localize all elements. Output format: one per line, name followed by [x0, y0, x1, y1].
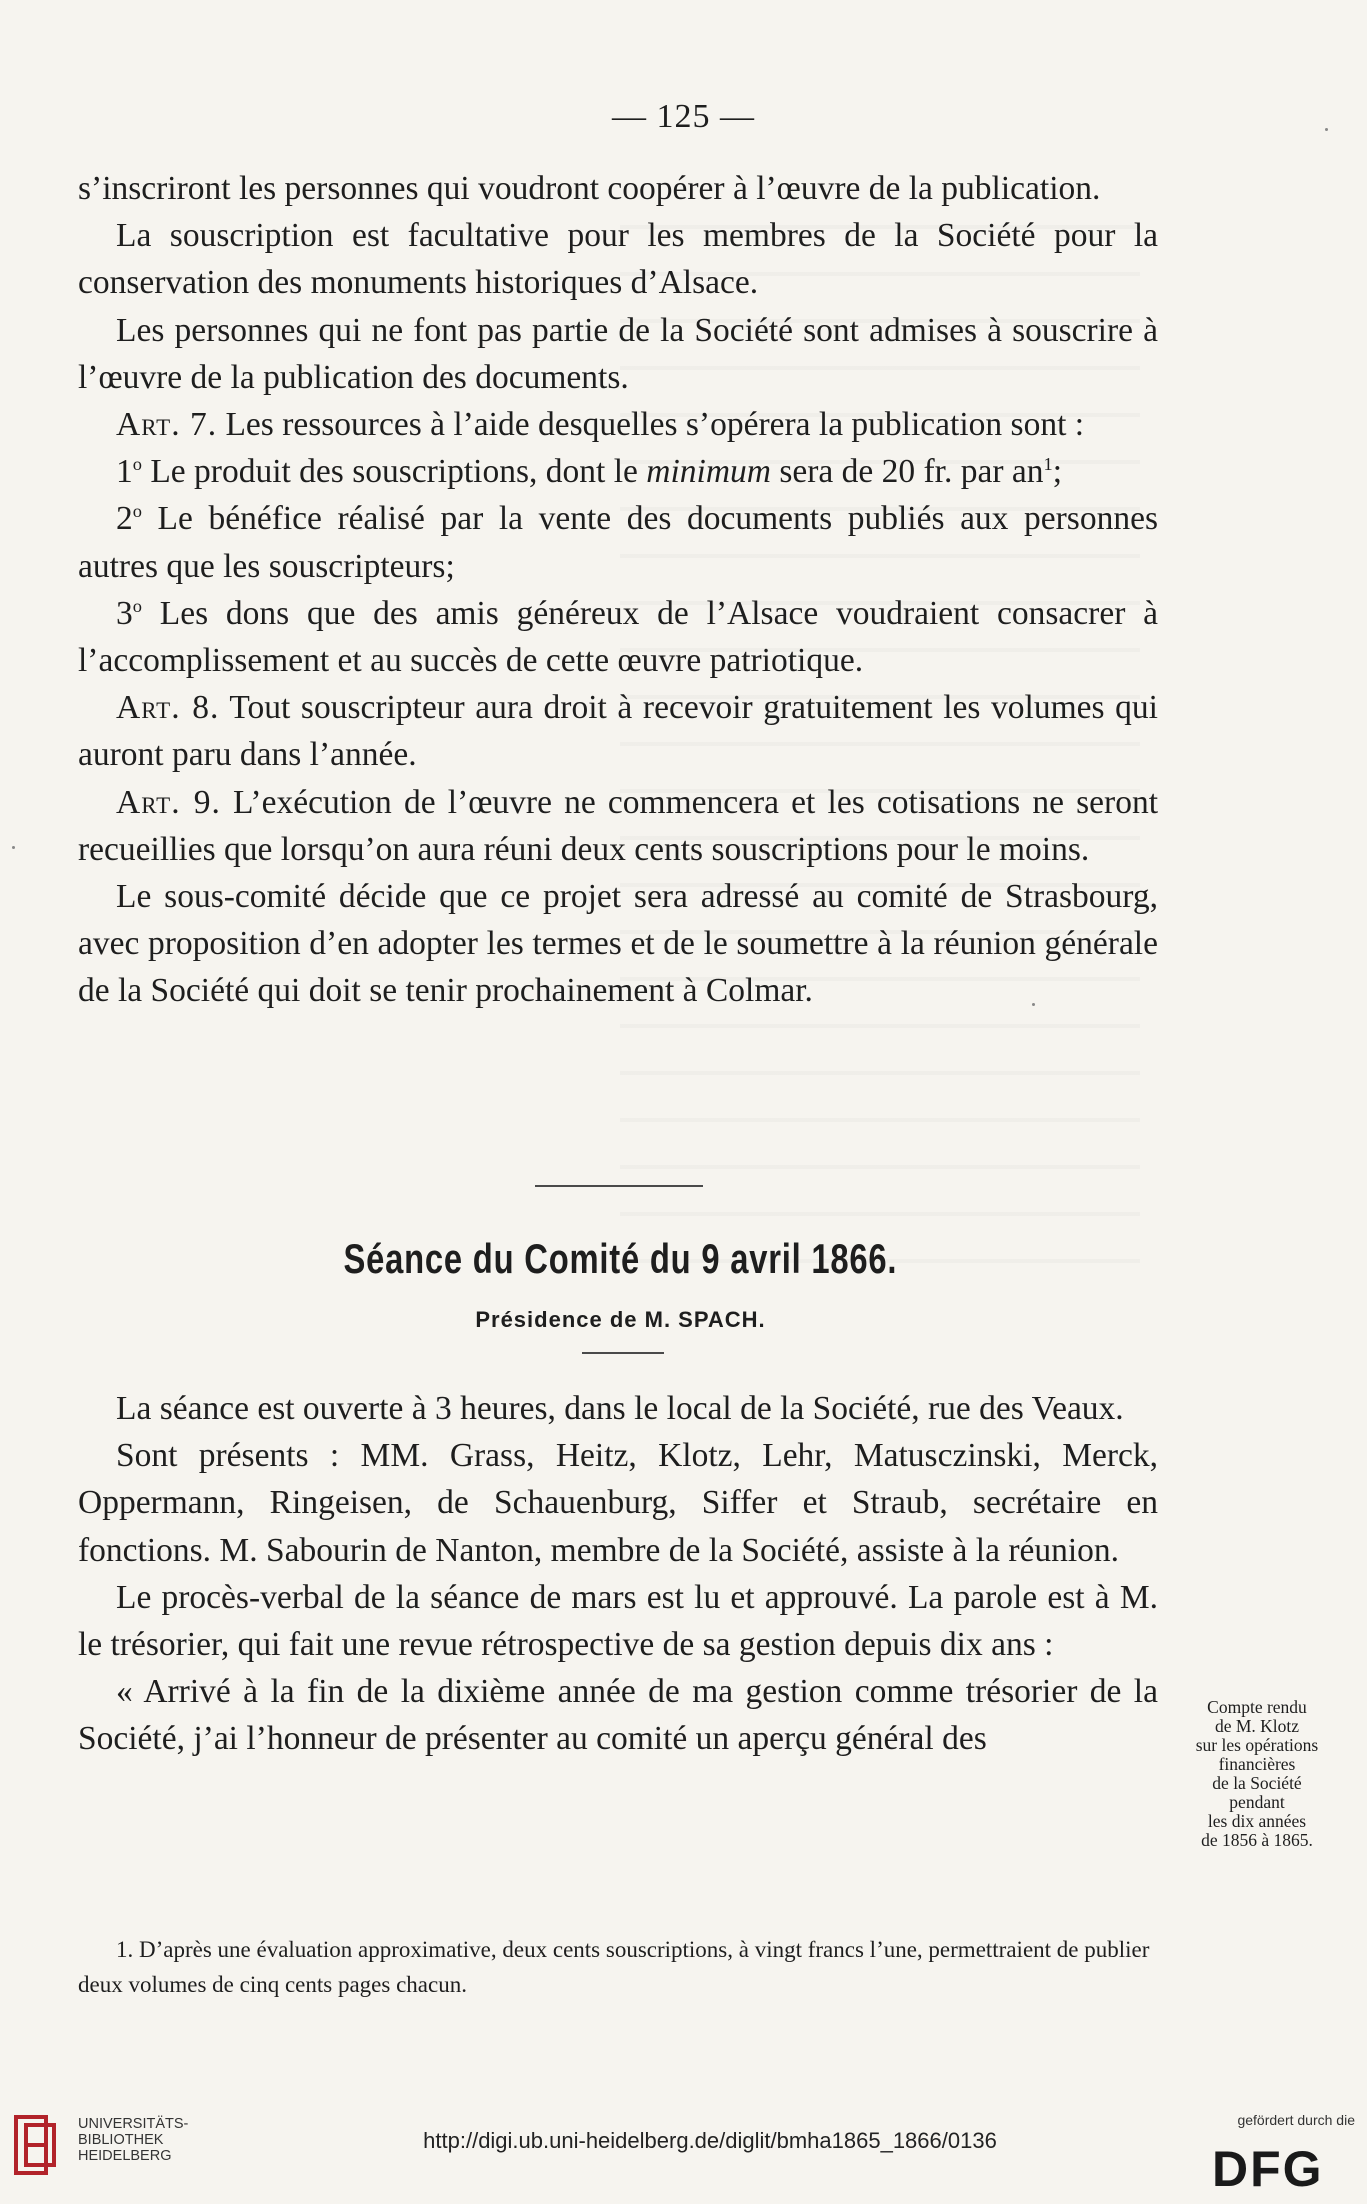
footnote-text: 1. D’après une évaluation approximative, deux cents souscriptions, à vingt francs l’une, permettraient de publier deux volumes de cinq cents pages chacun. — [78, 1937, 1150, 1997]
item-emphasis: minimum — [646, 453, 771, 491]
marginal-note — [1165, 1698, 1349, 1850]
item-text: ; — [1052, 453, 1063, 491]
paper-speck — [12, 846, 15, 849]
item-text: Les dons que des amis généreux de l’Alsace voudraient consacrer à l’accomplissement et au succès de cette œuvre patriotique. — [78, 594, 1158, 680]
footnote — [78, 1932, 1158, 2002]
article-text: L’exécution de l’œuvre ne commencera et les cotisations ne seront recueillies que lorsqu’on aura réuni deux cents souscriptions pour le moins. — [78, 783, 1159, 868]
library-name-line: HEIDELBERG — [78, 2148, 172, 2164]
paragraph: Les personnes qui ne font pas partie de la Société sont admises à souscrire à l’œuvre de la publication des documents. — [78, 311, 1158, 396]
paragraph: Le sous-comité décide que ce projet sera adressé au comité de Strasbourg, avec proposition d’en adopter les termes et de le soumettre à la réunion générale de la Société qui doit se tenir prochainement à Colmar. — [78, 878, 1158, 1010]
article-8 — [78, 684, 1158, 778]
paragraph: La séance est ouverte à 3 heures, dans le local de la Société, rue des Veaux. — [116, 1390, 1124, 1427]
viewer-footer — [0, 2095, 1367, 2204]
marginal-note-line: de la Société — [1212, 1773, 1302, 1793]
article-text: Les ressources à l’aide desquelles s’opérera la publication sont : — [217, 406, 1085, 444]
item-number: 1 — [116, 453, 133, 491]
presidence-line: Présidence de M. SPACH. — [475, 1307, 766, 1332]
marginal-note-line: financières — [1218, 1754, 1296, 1774]
permalink[interactable]: http://digi.ub.uni-heidelberg.de/diglit/bmha1865_1866/0136 — [423, 2128, 997, 2153]
item-text: Le bénéfice réalisé par la vente des documents publiés aux personnes autres que les souscripteurs; — [78, 500, 1158, 585]
library-name[interactable] — [78, 2116, 188, 2164]
dfg-logo-icon[interactable]: DFG — [1212, 2141, 1324, 2197]
marginal-note-line: de M. Klotz — [1214, 1716, 1300, 1736]
library-logo-icon[interactable] — [14, 2115, 56, 2175]
paragraph: s’inscriront les personnes qui voudront coopérer à l’œuvre de la publication. — [78, 170, 1101, 207]
article-label: Art. 8. — [116, 689, 220, 727]
marginal-note-line: de 1856 à 1865. — [1201, 1830, 1313, 1850]
marginal-note-line: pendant — [1229, 1792, 1285, 1812]
item-number: 2 — [116, 500, 133, 538]
paragraph: La souscription est facultative pour les membres de la Société pour la conservation des monuments historiques d’Alsace. — [78, 217, 1158, 302]
title-underline — [582, 1352, 664, 1354]
section-divider — [535, 1185, 703, 1187]
library-name-line: BIBLIOTHEK — [78, 2132, 164, 2148]
degree-sign: o — [132, 595, 142, 616]
article-label: Art. 7. — [116, 406, 218, 444]
item-text: Le produit des souscriptions, dont le — [141, 453, 647, 491]
article-7 — [78, 401, 1158, 448]
footnote-marker[interactable]: 1 — [1043, 454, 1053, 475]
item-number: 3 — [116, 594, 133, 632]
article-label: Art. 9. — [116, 783, 221, 821]
degree-sign: o — [132, 501, 142, 522]
funded-by-label: gefördert durch die — [1237, 2112, 1355, 2128]
paragraph: Le procès-verbal de la séance de mars est lu et approuvé. La parole est à M. le trésorier, qui fait une revue rétrospective de sa gestion depuis dix ans : — [78, 1578, 1158, 1664]
degree-sign: o — [132, 454, 142, 475]
list-item — [78, 448, 1158, 495]
library-name-line: UNIVERSITÄTS- — [78, 2116, 189, 2132]
marginal-note-line: les dix années — [1207, 1811, 1307, 1831]
paragraph: Sont présents : MM. Grass, Heitz, Klotz, Lehr, Matusczinski, Merck, Oppermann, Ringeisen, de Schauenburg, Siffer et Straub, secrétaire en fonctions. M. Sabourin de Nanton, membre de la Société, assiste à la réunion. — [78, 1437, 1158, 1569]
marginal-note-line: sur les opérations — [1195, 1735, 1319, 1755]
list-item — [78, 590, 1158, 684]
body-text-session — [78, 1385, 1158, 1763]
page-number: — 125 — — [612, 98, 755, 135]
article-9 — [78, 779, 1158, 873]
item-text: sera de 20 fr. par an — [770, 453, 1044, 491]
paragraph: « Arrivé à la fin de la dixième année de ma gestion comme trésorier de la Société, j’ai l’honneur de présenter au comité un aperçu général des — [78, 1673, 1158, 1758]
section-title: Séance du Comité du 9 avril 1866. — [343, 1235, 898, 1282]
list-item — [78, 495, 1158, 589]
body-text-top — [78, 165, 1158, 1015]
marginal-note-line: Compte rendu — [1207, 1697, 1307, 1717]
article-text: Tout souscripteur aura droit à recevoir gratuitement les volumes qui auront paru dans l’année. — [78, 689, 1158, 774]
